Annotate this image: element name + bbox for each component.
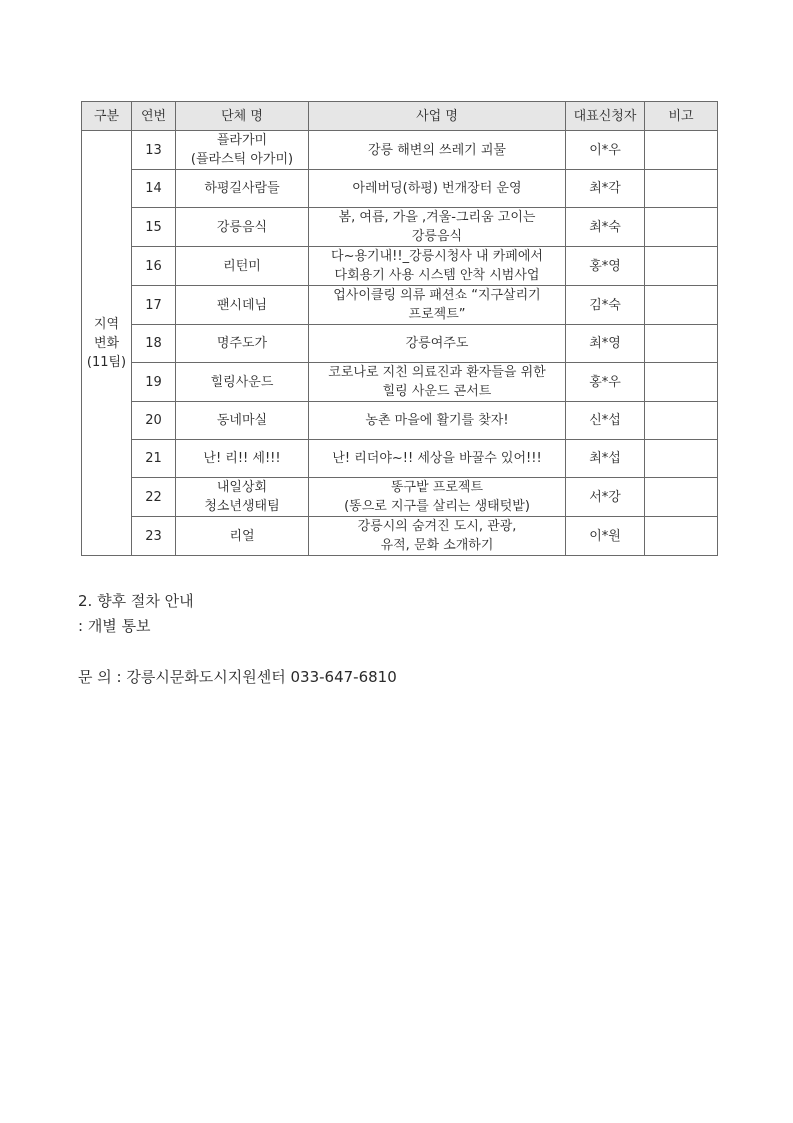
team-line: 리얼: [229, 528, 255, 544]
applicant-cell: 최*숙: [566, 208, 645, 247]
contact-info: 문 의 : 강릉시문화도시지원센터 033-647-6810: [78, 668, 397, 686]
applicant-cell: 홍*영: [566, 247, 645, 286]
team-line: 내일상회: [216, 480, 268, 495]
number-cell: 18: [132, 325, 176, 363]
team-line: 팬시데님: [216, 297, 268, 313]
project-line: 똥구밭 프로젝트: [390, 480, 484, 495]
table-row: [82, 208, 718, 247]
category-line: 지역: [93, 316, 120, 332]
number-cell: 15: [132, 208, 176, 247]
table-row: [82, 170, 718, 208]
header-applicant: 대표신청자: [566, 102, 645, 131]
project-line: 다회용기 사용 시스템 안착 시범사업: [334, 268, 540, 283]
team-cell: [176, 440, 309, 478]
team-line: 청소년생태팀: [204, 499, 280, 514]
table-row: [82, 478, 718, 517]
team-cell: [176, 363, 309, 402]
project-cell: [309, 247, 566, 286]
project-line: 농촌 마을에 활기를 찾자!: [365, 413, 509, 428]
project-line: 봄, 여름, 가을 ,겨울-그리움 고이는: [338, 210, 536, 225]
note-cell: [645, 247, 718, 286]
team-list-table: [81, 101, 718, 556]
applicant-cell: 김*숙: [566, 286, 645, 325]
team-line: 힐링사운드: [210, 374, 274, 390]
project-cell: [309, 478, 566, 517]
table-row: [82, 131, 718, 170]
team-cell: [176, 478, 309, 517]
project-line: 강릉 해변의 쓰레기 괴물: [368, 142, 506, 158]
next-steps-desc: : 개별 통보: [78, 617, 151, 635]
project-cell: [309, 286, 566, 325]
team-line: 리턴미: [223, 258, 261, 274]
team-line: 강릉음식: [216, 219, 268, 235]
project-line: (똥으로 지구를 살리는 생태텃밭): [344, 499, 530, 514]
table-header: [82, 102, 718, 131]
project-cell: [309, 131, 566, 170]
note-cell: [645, 363, 718, 402]
project-cell: [309, 402, 566, 440]
project-line: 프로젝트”: [408, 307, 466, 322]
applicant-cell: 서*강: [566, 478, 645, 517]
number-cell: 14: [132, 170, 176, 208]
team-line: 플라가미: [216, 133, 268, 148]
project-line: 힐링 사운드 콘서트: [382, 384, 492, 399]
team-cell: [176, 131, 309, 170]
number-cell: 17: [132, 286, 176, 325]
note-cell: [645, 440, 718, 478]
table-row: [82, 440, 718, 478]
table-row: [82, 247, 718, 286]
category-cell: [82, 131, 132, 556]
team-line: 하평길사람들: [204, 181, 280, 196]
table-row: [82, 517, 718, 556]
table-row: [82, 402, 718, 440]
number-cell: 23: [132, 517, 176, 556]
number-cell: 22: [132, 478, 176, 517]
applicant-cell: 신*섭: [566, 402, 645, 440]
note-cell: [645, 402, 718, 440]
team-cell: [176, 402, 309, 440]
applicant-cell: 홍*우: [566, 363, 645, 402]
applicant-cell: 이*원: [566, 517, 645, 556]
applicant-cell: 이*우: [566, 131, 645, 170]
project-line: 업사이클링 의류 패션쇼 “지구살리기: [333, 288, 541, 303]
project-line: 다~용기내!!_강릉시청사 내 카페에서: [331, 249, 543, 264]
project-cell: [309, 325, 566, 363]
applicant-cell: 최*섭: [566, 440, 645, 478]
project-cell: [309, 517, 566, 556]
note-cell: [645, 286, 718, 325]
note-cell: [645, 170, 718, 208]
team-line: 동네마실: [216, 413, 268, 428]
note-cell: [645, 517, 718, 556]
category-line: 변화: [93, 335, 120, 351]
table-row: [82, 286, 718, 325]
team-line: 명주도가: [216, 336, 268, 351]
number-cell: 16: [132, 247, 176, 286]
header-team: 단체 명: [176, 102, 309, 131]
header-note: 비고: [645, 102, 718, 131]
next-steps-title: 2. 향후 절차 안내: [78, 592, 194, 610]
project-cell: [309, 208, 566, 247]
number-cell: 21: [132, 440, 176, 478]
number-cell: 20: [132, 402, 176, 440]
header-number: 연번: [132, 102, 176, 131]
applicant-cell: 최*각: [566, 170, 645, 208]
team-cell: [176, 170, 309, 208]
note-cell: [645, 208, 718, 247]
applicant-cell: 최*영: [566, 325, 645, 363]
team-cell: [176, 517, 309, 556]
project-cell: [309, 363, 566, 402]
team-line: 난! 리!! 세!!!: [203, 451, 281, 466]
table-row: [82, 325, 718, 363]
header-category: 구분: [82, 102, 132, 131]
team-cell: [176, 247, 309, 286]
project-line: 코로나로 지친 의료진과 환자들을 위한: [328, 365, 546, 380]
number-cell: 13: [132, 131, 176, 170]
project-cell: [309, 170, 566, 208]
project-line: 유적, 문화 소개하기: [380, 538, 494, 553]
project-line: 난! 리더야~!! 세상을 바꿀수 있어!!!: [332, 451, 542, 466]
note-cell: [645, 478, 718, 517]
project-line: 강릉음식: [411, 229, 463, 244]
header-project: 사업 명: [309, 102, 566, 131]
table-body: [82, 131, 718, 556]
table-row: [82, 363, 718, 402]
team-line: (플라스틱 아가미): [190, 152, 294, 167]
note-cell: [645, 131, 718, 170]
team-cell: [176, 286, 309, 325]
project-line: 강릉시의 숨겨진 도시, 관광,: [357, 519, 517, 534]
number-cell: 19: [132, 363, 176, 402]
project-line: 강릉여주도: [405, 336, 469, 351]
team-cell: [176, 208, 309, 247]
note-cell: [645, 325, 718, 363]
project-cell: [309, 440, 566, 478]
project-line: 아레버딩(하평) 번개장터 운영: [352, 181, 522, 196]
category-line: (11팀): [86, 354, 127, 370]
team-cell: [176, 325, 309, 363]
